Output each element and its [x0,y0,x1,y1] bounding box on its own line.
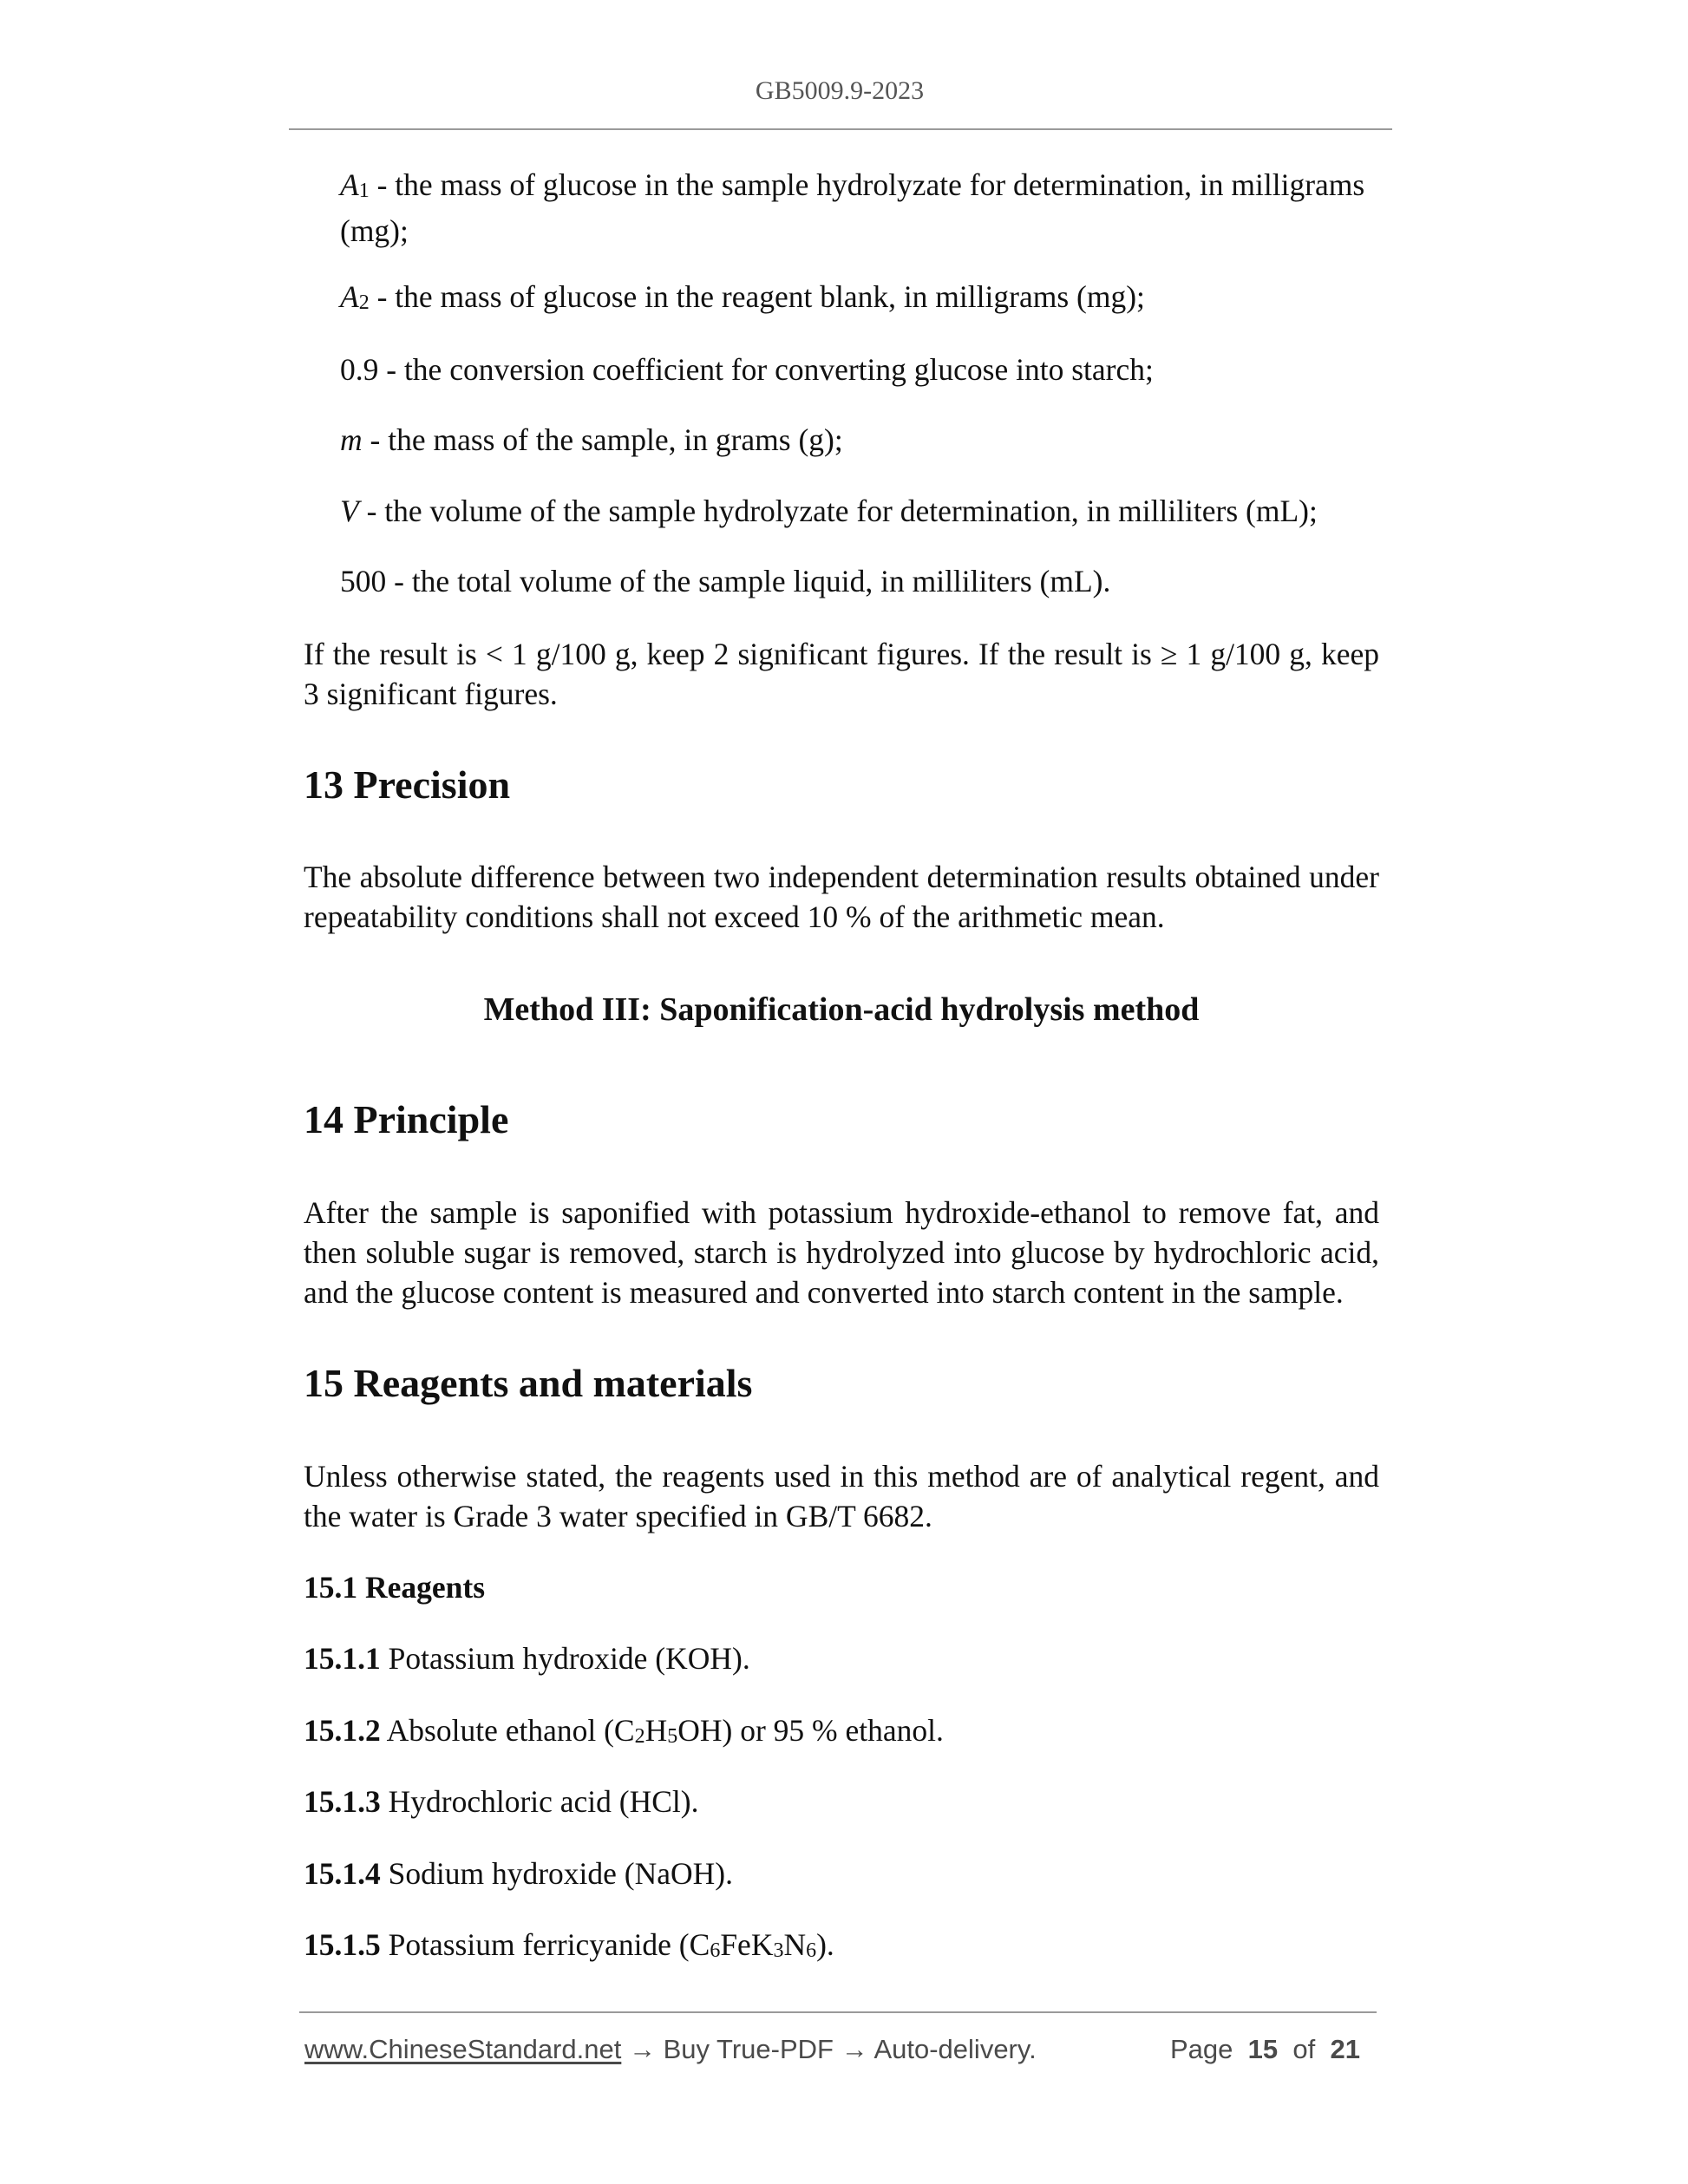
subscript: 5 [667,1725,678,1748]
reagent-text: Potassium hydroxide (KOH). [380,1641,750,1676]
arrow-right-icon: → [628,2034,656,2064]
definition-text: - the mass of the sample, in grams (g); [362,422,843,457]
reagent-text: Potassium ferricyanide (C [380,1927,710,1962]
reagent-text: FeK [720,1927,774,1962]
subscript: 6 [806,1939,817,1962]
document-id-header: GB5009.9-2023 [755,76,925,105]
definition-a2 [340,277,1381,323]
page-total: 21 [1330,2034,1360,2064]
arrow-right-icon: → [841,2034,868,2064]
subheading-text: 15.1 Reagents [304,1570,486,1605]
reagent-number: 15.1.1 [304,1641,381,1676]
reagent-number: 15.1.3 [304,1784,381,1819]
reagent-text: Hydrochloric acid (HCl). [380,1784,699,1819]
reagent-text: Sodium hydroxide (NaOH). [380,1856,733,1891]
page-current: 15 [1247,2034,1279,2064]
reagent-number: 15.1.4 [304,1856,381,1891]
section-13-heading: 13 Precision [304,762,511,807]
definition-500 [340,561,1381,601]
of-label: of [1292,2034,1316,2064]
buy-true-pdf-text: Buy True-PDF [655,2034,841,2064]
definition-coefficient [340,350,1381,389]
reagent-number: 15.1.2 [304,1713,381,1748]
reagent-text: N [783,1927,807,1962]
subscript: 1 [358,180,370,202]
section-14-heading: 14 Principle [304,1097,509,1141]
footer-rule [299,2011,1377,2013]
symbol: A [340,167,359,202]
definition-text: - the conversion coefficient for converting glucose into starch; [378,352,1154,387]
method-3-heading: Method III: Saponification-acid hydrolysis method [483,991,1200,1028]
definition-text: - the volume of the sample hydrolyzate for determination, in milliliters (mL); [358,494,1318,528]
reagent-text: OH) or 95 % ethanol. [677,1713,944,1748]
subscript: 2 [358,291,370,314]
reagent-15-1-5 [304,1925,834,1971]
chinesestandard-link[interactable]: www.ChineseStandard.net [304,2034,622,2064]
section-14-text: After the sample is saponified with potassium hydroxide-ethanol to remove fat, and then soluble sugar is removed, starch is hydrolyzed into glucose by hydrochloric acid, and the glucose content is measured and converted into starch content in the sample. [304,1195,1379,1310]
definition-v [340,491,1381,531]
arrow-right-icon [621,2034,629,2064]
subscript: 6 [710,1939,721,1962]
page-indicator [1170,2034,1360,2065]
section-15-text: Unless otherwise stated, the reagents used in this method are of analytical regent, and the water is Grade 3 water specified in GB/T 6682. [304,1459,1379,1533]
reagent-15-1-1 [304,1638,750,1678]
reagent-text: H [644,1713,668,1748]
reagent-text: ). [816,1927,834,1962]
symbol: 500 [340,564,387,598]
symbol: 0.9 [340,352,379,387]
result-note: If the result is < 1 g/100 g, keep 2 significant figures. If the result is ≥ 1 g/100 g, keep 3 significant figures. [304,637,1379,711]
symbol: m [340,422,363,457]
section-13-text: The absolute difference between two independent determination results obtained under repeatability conditions shall not exceed 10 % of the arithmetic mean. [304,860,1379,934]
header-rule [289,128,1392,130]
definition-a1 [340,165,1381,251]
subscript: 3 [773,1939,784,1962]
auto-delivery-text: Auto-delivery. [867,2034,1037,2064]
reagent-15-1-2 [304,1710,944,1756]
definition-text: - the mass of glucose in the reagent blank, in milligrams (mg); [369,279,1145,314]
symbol: A [340,279,359,314]
symbol: V [340,494,359,528]
reagent-15-1-4 [304,1854,733,1893]
reagent-text: Absolute ethanol (C [380,1713,635,1748]
reagent-number: 15.1.5 [304,1927,381,1962]
section-15-heading: 15 Reagents and materials [304,1361,753,1405]
definition-m [340,420,1381,460]
definition-text: - the mass of glucose in the sample hydrolyzate for determination, in milligrams (mg); [340,167,1365,248]
page-label: Page [1170,2034,1233,2064]
section-15-1-heading [304,1567,485,1607]
definition-text: - the total volume of the sample liquid, in milliliters (mL). [386,564,1111,598]
reagent-15-1-3 [304,1782,698,1821]
subscript: 2 [634,1725,645,1748]
footer-promo [304,2034,1037,2065]
